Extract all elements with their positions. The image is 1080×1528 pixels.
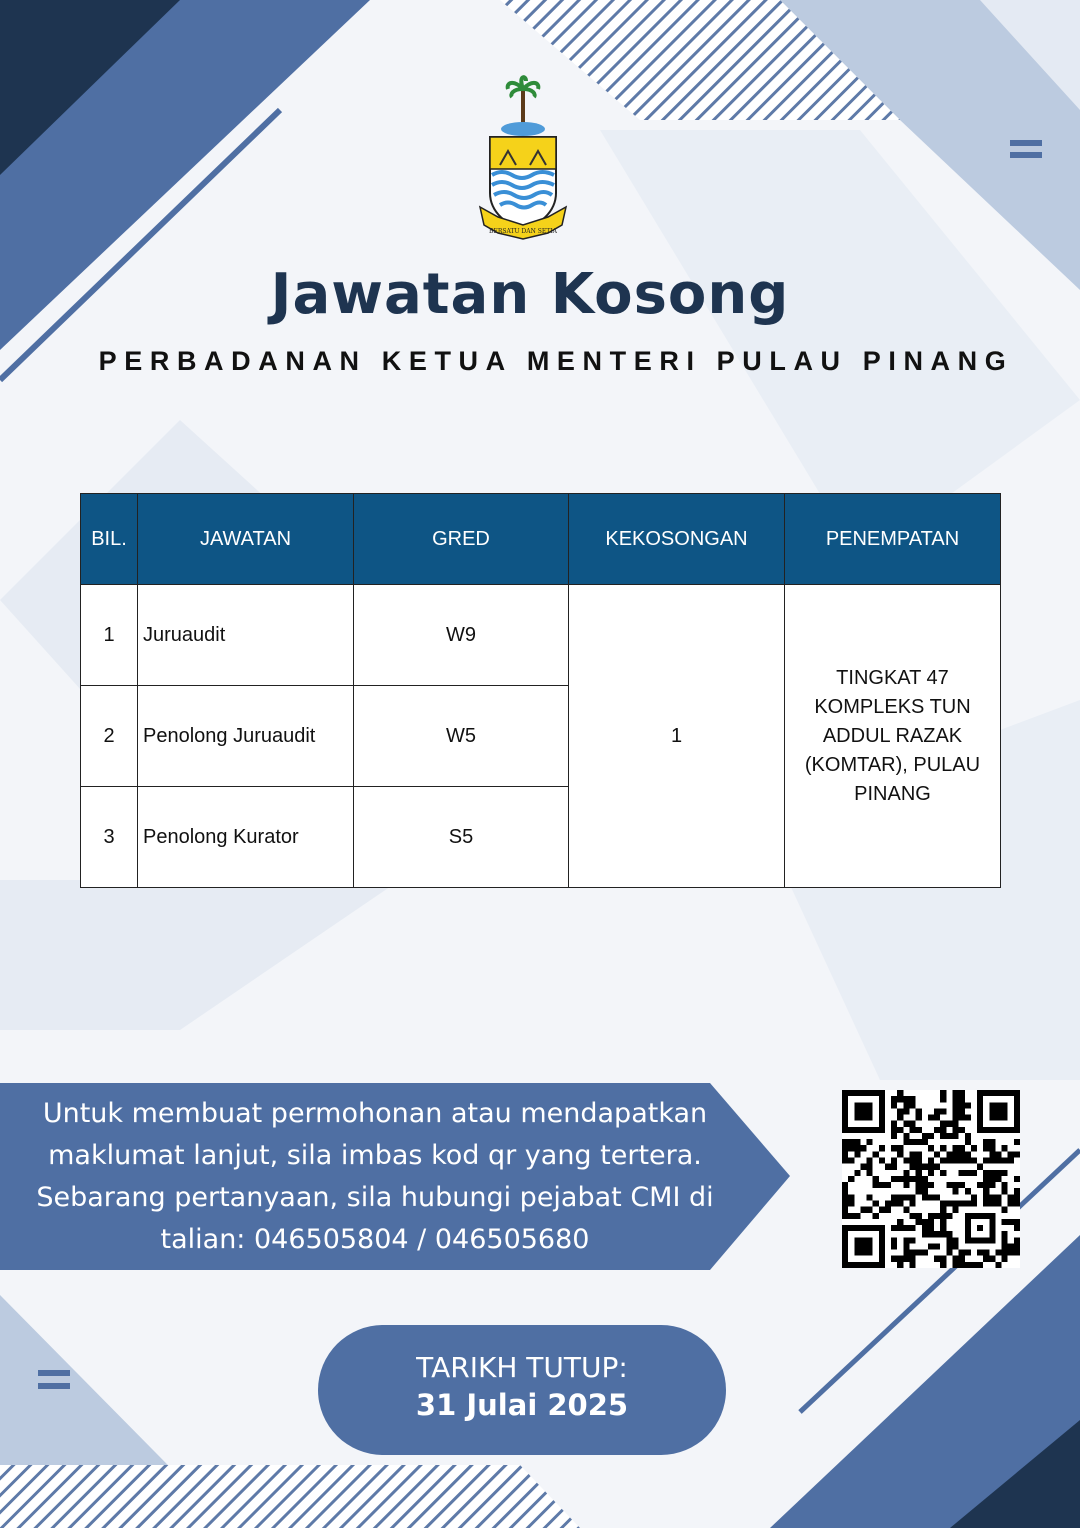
vacancy-count: 1 (569, 585, 785, 888)
penang-crest-icon (478, 75, 570, 240)
row-number: 3 (81, 787, 138, 888)
placement-line: (KOMTAR), PULAU (804, 753, 981, 776)
info-line: Sebarang pertanyaan, sila hubungi pejabat CMI di (36, 1182, 714, 1213)
header-gred: GRED (354, 494, 569, 585)
info-line: talian: 046505804 / 046505680 (160, 1224, 590, 1255)
placement (785, 585, 1001, 888)
page-title: Jawatan Kosong (270, 262, 790, 327)
info-line: maklumat lanjut, sila imbas kod qr yang tertera. (48, 1140, 702, 1171)
organisation-name: PERBADANAN KETUA MENTERI PULAU PINANG (98, 346, 1014, 376)
table-row (81, 585, 1001, 686)
table-header-row (81, 494, 1001, 585)
position-name: Penolong Juruaudit (138, 686, 354, 787)
grade: W9 (354, 585, 569, 686)
placement-line: KOMPLEKS TUN (814, 695, 971, 718)
application-info (20, 1093, 730, 1261)
grade: W5 (354, 686, 569, 787)
header-bil: BIL. (81, 494, 138, 585)
qr-code-icon[interactable] (842, 1090, 1020, 1268)
grade: S5 (354, 787, 569, 888)
placement-line: TINGKAT 47 (836, 666, 949, 689)
row-number: 2 (81, 686, 138, 787)
closing-date-badge (318, 1325, 726, 1455)
closing-date-label: TARIKH TUTUP: (416, 1351, 628, 1384)
vacancy-table (80, 493, 1001, 888)
placement-line: ADDUL RAZAK (822, 724, 963, 747)
info-line: Untuk membuat permohonan atau mendapatkan (42, 1098, 708, 1129)
row-number: 1 (81, 585, 138, 686)
header-jawatan: JAWATAN (138, 494, 354, 585)
crest-motto: BERSATU DAN SETIA (489, 228, 557, 235)
header-kekosongan: KEKOSONGAN (569, 494, 785, 585)
position-name: Penolong Kurator (138, 787, 354, 888)
closing-date: 31 Julai 2025 (415, 1388, 629, 1422)
placement-line: PINANG (854, 782, 931, 805)
header-penempatan: PENEMPATAN (785, 494, 1001, 585)
position-name: Juruaudit (138, 585, 354, 686)
